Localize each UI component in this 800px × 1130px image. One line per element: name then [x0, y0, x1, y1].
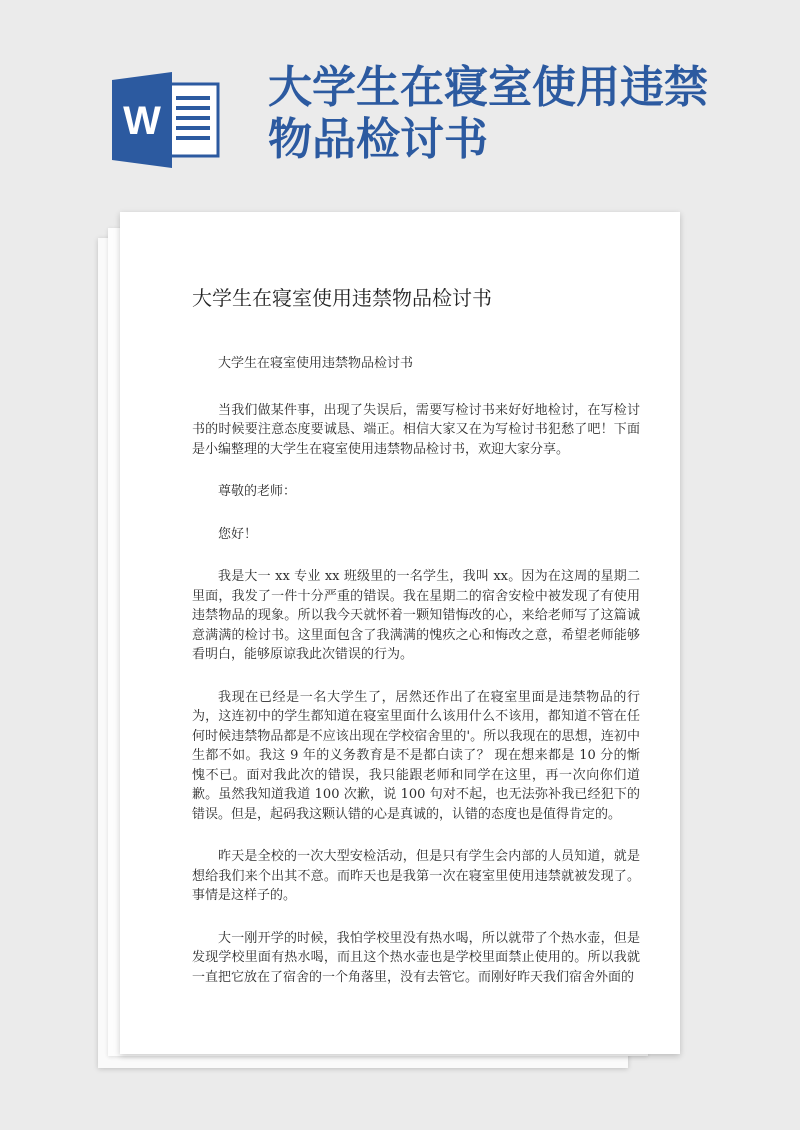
word-logo-letter: W: [123, 99, 161, 143]
document-body: [192, 354, 640, 1010]
document-title: 大学生在寝室使用违禁物品检讨书: [192, 286, 492, 310]
intro-paragraph: 当我们做某件事，出现了失误后，需要写检讨书来好好地检讨，在写检讨书的时候要注意态度要诚恳、端正。相信大家又在为写检讨书犯愁了吧！下面是小编整理的大学生在寝室使用违禁物品检讨书，欢迎大家分享。: [192, 402, 640, 457]
body-paragraph: 昨天是全校的一次大型安检活动，但是只有学生会内部的人员知道，就是想给我们来个出其不意。而昨天也是我第一次在寝室里使用违禁就被发现了。事情是这样子的。: [192, 849, 640, 903]
document-subtitle: 大学生在寝室使用违禁物品检讨书: [218, 356, 414, 371]
body-paragraph: 我现在已经是一名大学生了，居然还作出了在寝室里面是违禁物品的行为，这连初中的学生都知道在寝室里面什么该用什么不该用，都知道不管在任何时候违禁物品都是不应该出现在学校宿舍里的'。所以我现在的思想，连初中生都不如。我这 9 年的义务教育是不是都白读了？ 现在想来都是 10 分的惭愧不已。面对我此次的错误，我只能跟老师和同学在这里，再一次向你们道歉。虽然我知道我道 100 次歉，说 100 句对不起，也无法弥补我已经犯下的错误。但是，起码我这颗认错的心是真诚的，认错的态度也是值得肯定的。: [192, 689, 640, 822]
header-banner: [0, 0, 800, 210]
word-document-icon: [110, 72, 222, 168]
greeting: 您好！: [218, 526, 258, 542]
body-paragraph: 我是大一 xx 专业 xx 班级里的一名学生，我叫 xx。因为在这周的星期二里面，我发了一件十分严重的错误。我在星期二的宿舍安检中被发现了有使用违禁物品的现象。所以我今天就怀着一颗知错悔改的心，来给老师写了这篇诚意满满的检讨书。这里面包含了我满满的愧疚之心和悔改之意，希望老师能够看明白，能够原谅我此次错误的行为。: [192, 569, 640, 662]
salutation: 尊敬的老师：: [218, 484, 297, 499]
body-paragraph: 大一刚开学的时候，我怕学校里没有热水喝，所以就带了个热水壶，但是发现学校里面有热水喝，而且这个热水壶也是学校里面禁止使用的。所以我就一直把它放在了宿舍的一个角落里，没有去管它。而刚好昨天我们宿舍外面的: [192, 930, 640, 985]
banner-title: 大学生在寝室使用违禁物品检讨书: [268, 62, 708, 165]
document-page: [120, 212, 680, 1054]
